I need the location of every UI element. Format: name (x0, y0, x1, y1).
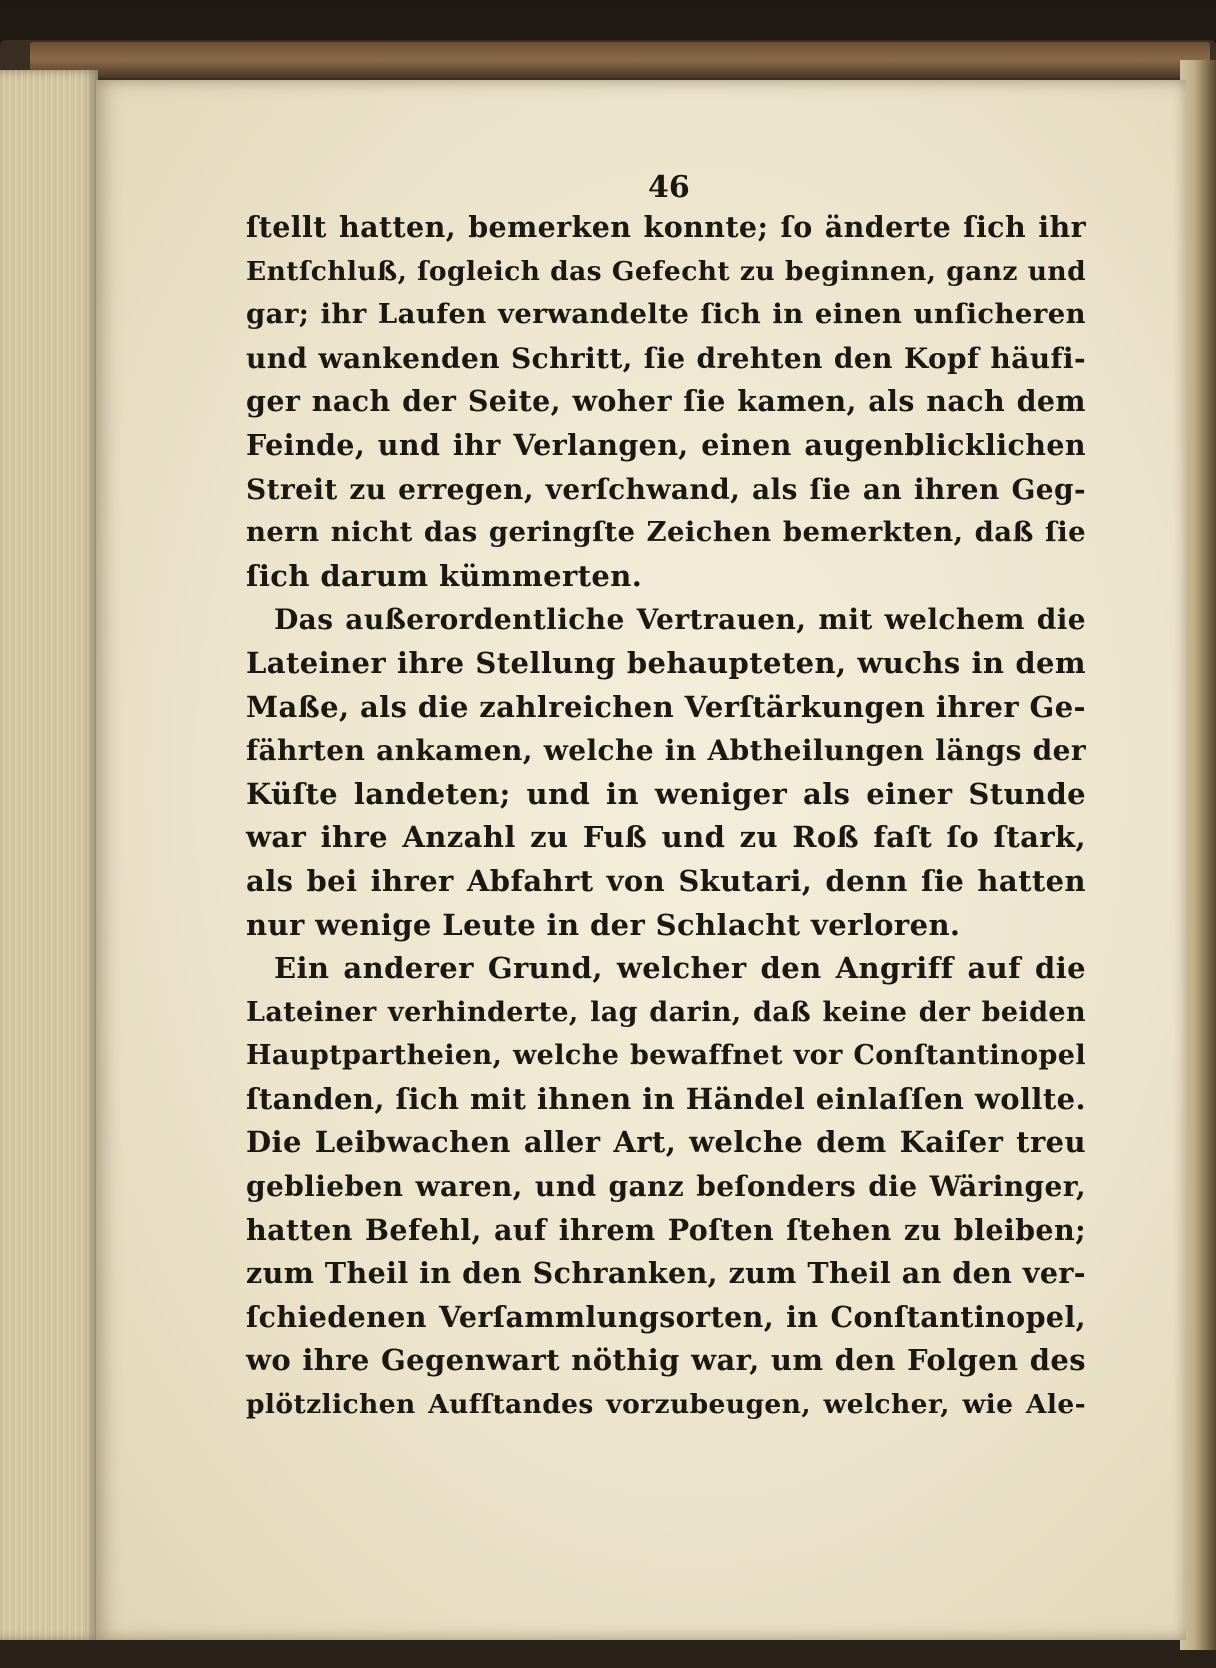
text-line: Das außerordentliche Vertrauen, mit welchem die (274, 603, 1086, 637)
text-line: Lateiner ihre Stellung behaupteten, wuchs in dem (246, 645, 1086, 680)
text-line: Streit zu erregen, verſchwand, als ſie an ihren Geg- (246, 472, 1086, 506)
text-line: plötzlichen Aufſtandes vorzubeugen, welcher, wie Ale- (246, 1389, 1086, 1421)
text-line: ſtanden, ſich mit ihnen in Händel einlaſſen wollte. (246, 1081, 1086, 1116)
text-line: war ihre Anzahl zu Fuß und zu Roß faſt ſo ſtark, (246, 820, 1086, 855)
text-line: Feinde, und ihr Verlangen, einen augenblicklichen (246, 427, 1086, 462)
text-line: ger nach der Seite, woher ſie kamen, als nach dem (246, 384, 1086, 419)
text-line: Lateiner verhinderte, lag darin, daß keine der beiden (246, 996, 1086, 1028)
body-text (246, 206, 1086, 1427)
text-line: gar; ihr Laufen verwandelte ſich in einen unſicheren (246, 298, 1086, 331)
text-line: fährten ankamen, welche in Abtheilungen längs der (246, 734, 1086, 768)
text-line: zum Theil in den Schranken, zum Theil an den ver- (246, 1256, 1086, 1291)
text-line: hatten Befehl, auf ihrem Poſten ſtehen zu bleiben; (246, 1212, 1086, 1247)
text-line: ſtellt hatten, bemerken konnte; ſo änderte ſich ihr (246, 210, 1086, 244)
text-line: Maße, als die zahlreichen Verſtärkungen ihrer Ge- (246, 689, 1086, 724)
binding-top-band (30, 42, 1210, 78)
text-line: Ein anderer Grund, welcher den Angriff auf die (274, 951, 1086, 986)
text-line: Die Leibwachen aller Art, welche dem Kaiſer treu (246, 1125, 1086, 1160)
text-line: ſchiedenen Verſammlungsorten, in Conſtantinopel, (246, 1299, 1086, 1334)
page-number: 46 (648, 170, 690, 205)
text-line: geblieben waren, und ganz beſonders die Wäringer, (246, 1170, 1086, 1204)
text-line: ſich darum kümmerten. (246, 558, 643, 593)
text-line: Küſte landeten; und in weniger als einer Stunde (246, 776, 1086, 811)
text-line: und wankenden Schritt, ſie drehten den Kopf häufi- (246, 341, 1086, 375)
text-line: als bei ihrer Abfahrt von Skutari, denn ſie hatten (246, 863, 1086, 898)
text-line: wo ihre Gegenwart nöthig war, um den Folgen des (246, 1343, 1086, 1378)
text-line: nern nicht das geringſte Zeichen bemerkten, daß ſie (246, 516, 1086, 549)
text-line: Hauptpartheien, welche bewaffnet vor Conſtantinopel (246, 1040, 1086, 1072)
text-line: Entſchluß, ſogleich das Gefecht zu beginnen, ganz und (246, 255, 1086, 287)
page-stack-left (0, 70, 98, 1640)
text-line: nur wenige Leute in der Schlacht verloren. (246, 907, 961, 942)
